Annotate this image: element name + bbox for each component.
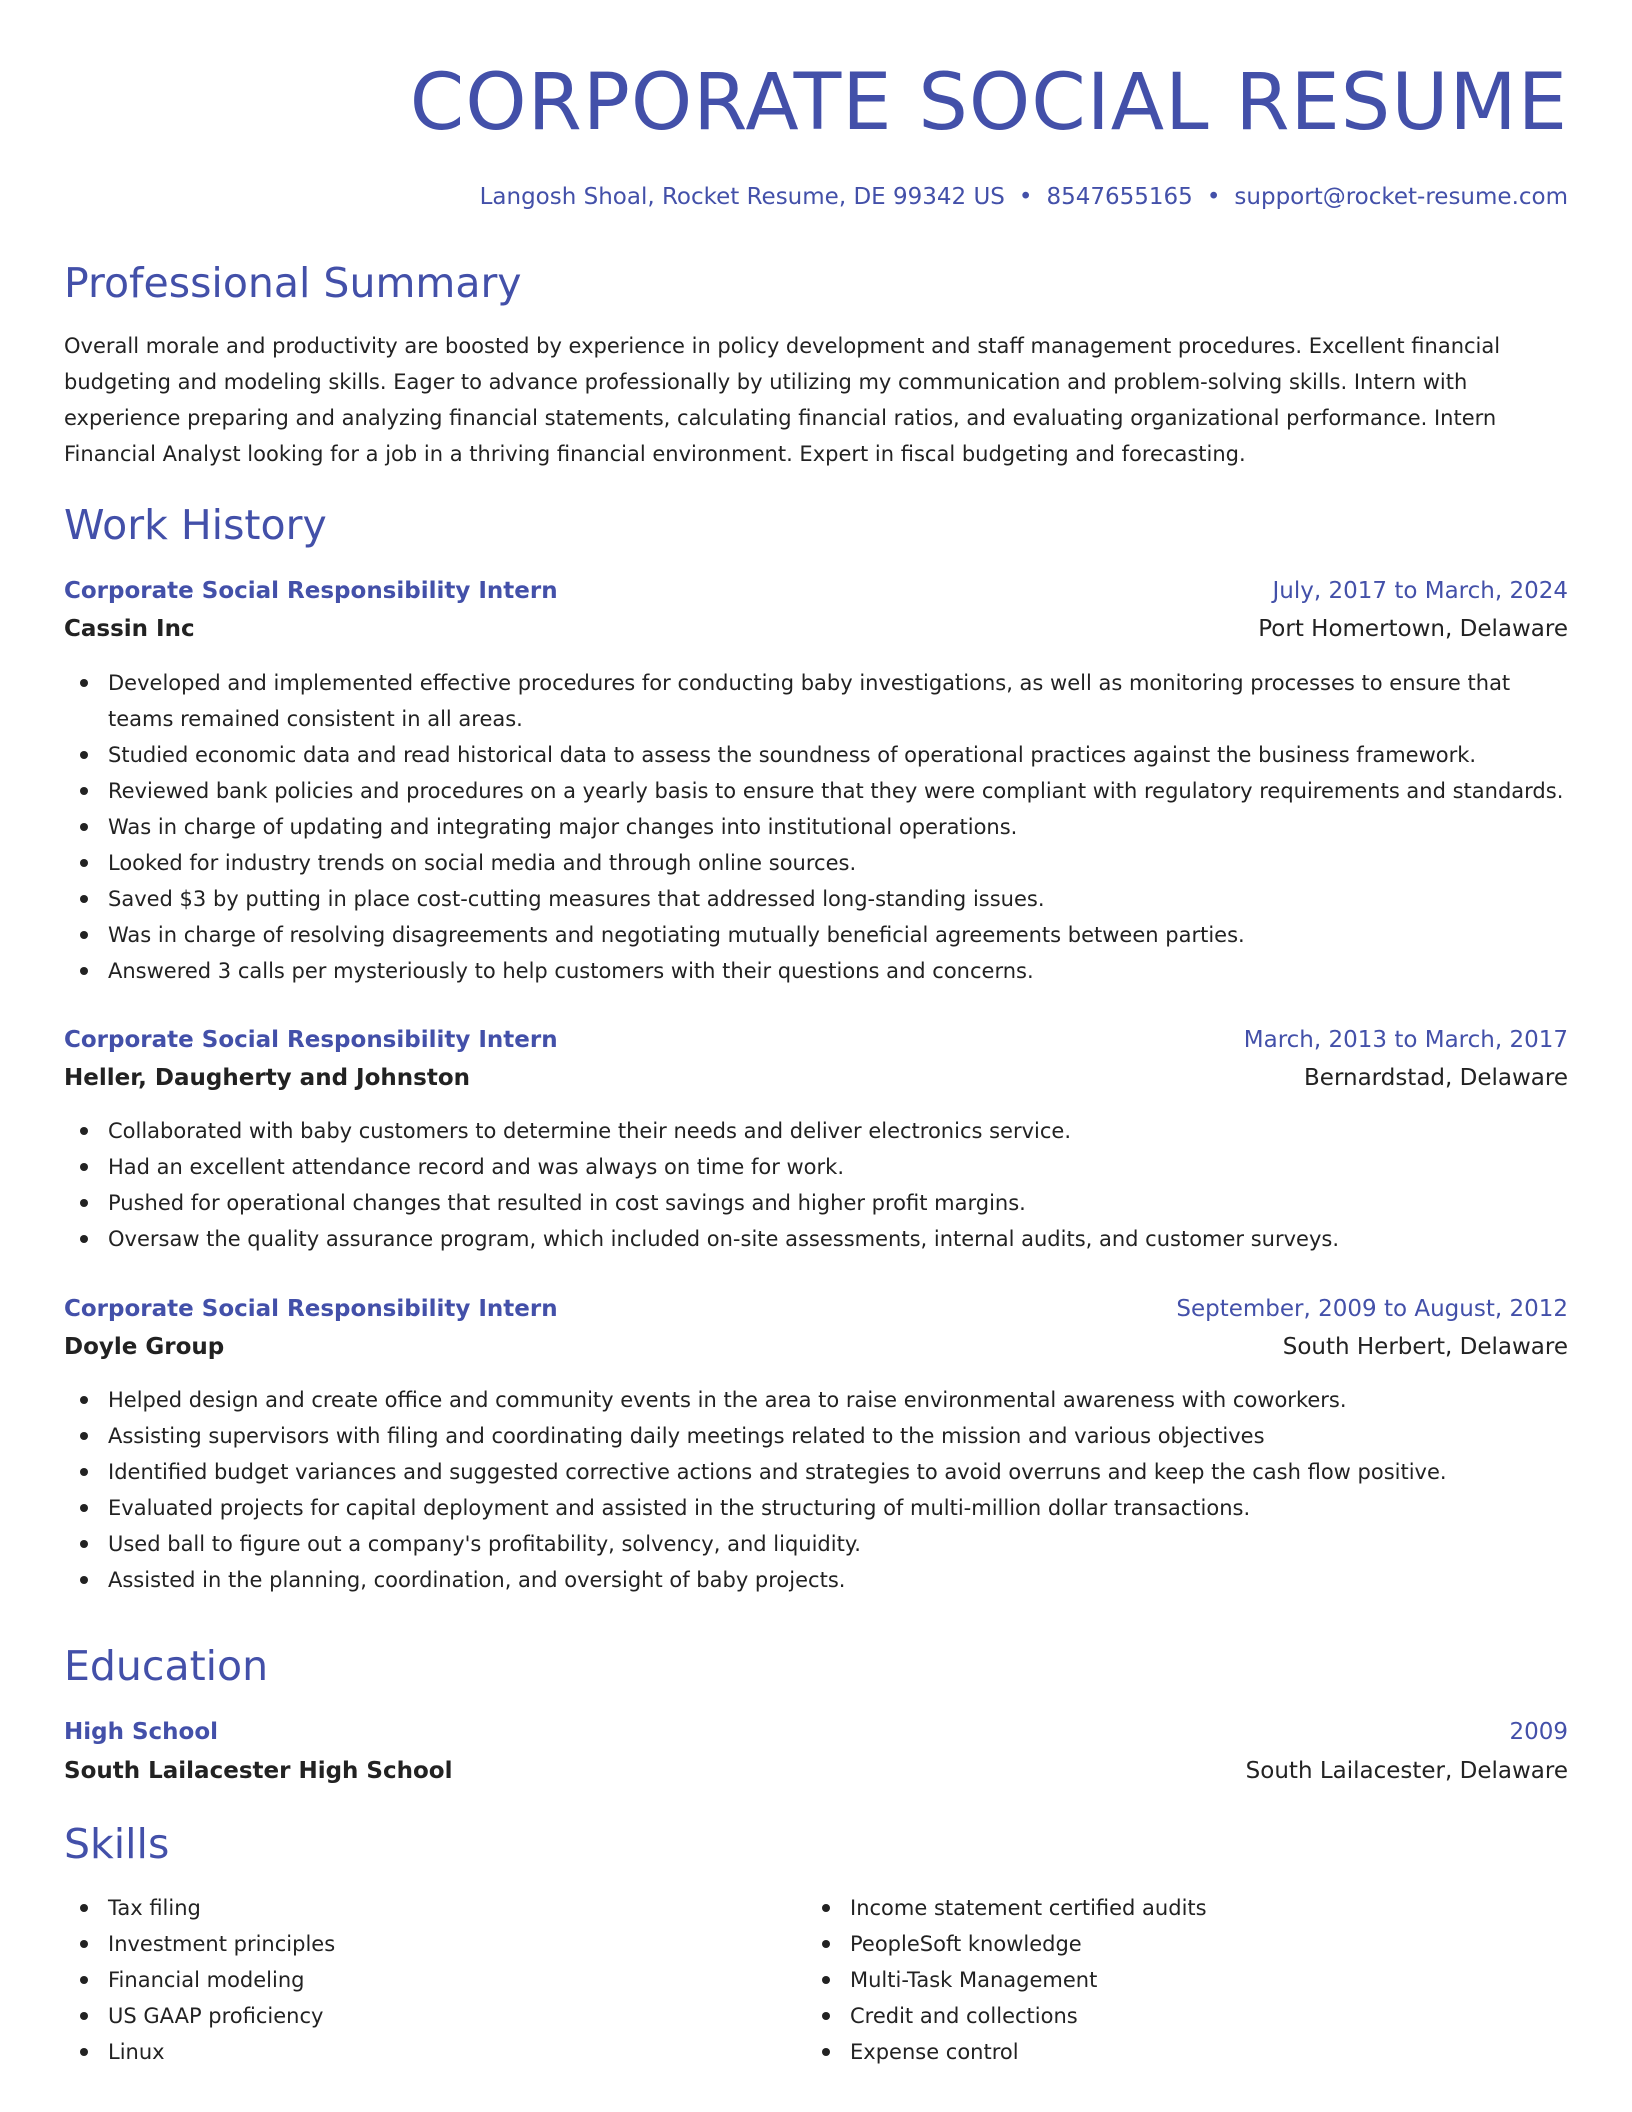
skills-heading: Skills (64, 1820, 170, 1868)
skill-text: Linux (108, 2040, 165, 2064)
contact-phone: 8547655165 (1046, 184, 1193, 210)
job-company: Doyle Group (64, 1334, 225, 1360)
bullet-icon (80, 1235, 88, 1243)
bullet-icon (80, 931, 88, 939)
bullet-icon (80, 859, 88, 867)
bullet-text: Had an excellent attendance record and was always on time for work. (108, 1155, 845, 1179)
bullet-text: Assisted in the planning, coordination, and oversight of baby projects. (108, 1568, 846, 1592)
job-employer-row (64, 1329, 1568, 1365)
summary-heading: Professional Summary (64, 259, 522, 307)
list-item (64, 809, 1568, 845)
list-item (64, 845, 1568, 881)
bullet-icon (822, 2048, 830, 2056)
bullet-text: Was in charge of resolving disagreements and negotiating mutually beneficial agreements between parties. (108, 923, 1245, 947)
bullet-text: Developed and implemented effective procedures for conducting baby investigations, as well as monitoring processes to ensure that teams remained consistent in all areas. (108, 671, 1511, 731)
bullet-text: Identified budget variances and suggested corrective actions and strategies to avoid overruns and keep the cash flow positive. (108, 1460, 1447, 1484)
education-school-row (64, 1753, 1568, 1789)
bullet-text: Answered 3 calls per mysteriously to help customers with their questions and concerns. (108, 959, 1034, 983)
bullet-icon (80, 895, 88, 903)
list-item (64, 917, 1568, 953)
education-school: South Lailacester High School (64, 1758, 453, 1784)
education-year: 2009 (1509, 1719, 1568, 1745)
bullet-text: Looked for industry trends on social media and through online sources. (108, 851, 857, 875)
contact-separator: • (1206, 184, 1221, 210)
job-employer-row (64, 611, 1568, 647)
job-location: South Herbert, Delaware (1282, 1334, 1568, 1360)
list-item (806, 1926, 1506, 1962)
bullet-icon (822, 1940, 830, 1948)
bullet-icon (80, 1396, 88, 1404)
job-employer-row (64, 1060, 1568, 1096)
list-item (806, 2034, 1506, 2070)
bullet-icon (80, 1576, 88, 1584)
bullet-icon (80, 1127, 88, 1135)
bullet-icon (822, 1904, 830, 1912)
resume-title: CORPORATE SOCIAL RESUME (409, 58, 1568, 148)
skill-text: PeopleSoft knowledge (850, 1932, 1082, 1956)
list-item (64, 1526, 1568, 1562)
list-item (64, 1185, 1568, 1221)
list-item (64, 1998, 764, 2034)
education-location: South Lailacester, Delaware (1245, 1758, 1568, 1784)
bullet-icon (822, 1976, 830, 1984)
list-item (64, 1382, 1568, 1418)
list-item (64, 1890, 764, 1926)
bullet-icon (80, 751, 88, 759)
job-bullet-list (64, 1382, 1568, 1598)
job-dates: March, 2013 to March, 2017 (1243, 1027, 1568, 1053)
bullet-text: Assisting supervisors with filing and coordinating daily meetings related to the mission and various objectives (108, 1424, 1265, 1448)
skills-list-left (64, 1890, 764, 2070)
skill-text: Investment principles (108, 1932, 336, 1956)
list-item (806, 1890, 1506, 1926)
list-item (64, 1962, 764, 1998)
contact-email[interactable]: support@rocket-resume.com (1234, 184, 1568, 210)
education-header (64, 1714, 1568, 1750)
bullet-icon (80, 967, 88, 975)
education-degree: High School (64, 1719, 219, 1745)
bullet-text: Evaluated projects for capital deployment and assisted in the structuring of multi-million dollar transactions. (108, 1496, 1251, 1520)
skill-text: Income statement certified audits (850, 1896, 1207, 1920)
bullet-icon (80, 1904, 88, 1912)
skill-text: Tax filing (108, 1896, 201, 1920)
bullet-icon (80, 2012, 88, 2020)
bullet-icon (80, 1163, 88, 1171)
job-bullet-list (64, 1113, 1568, 1257)
bullet-icon (80, 1504, 88, 1512)
skill-text: Multi-Task Management (850, 1968, 1098, 1992)
list-item (64, 1221, 1568, 1257)
list-item (64, 953, 1568, 989)
list-item (64, 881, 1568, 917)
bullet-icon (80, 1468, 88, 1476)
list-item (64, 773, 1568, 809)
job-header (64, 1291, 1568, 1327)
list-item (64, 1149, 1568, 1185)
list-item (64, 1454, 1568, 1490)
list-item (64, 1926, 764, 1962)
skills-list-right (806, 1890, 1506, 2070)
bullet-text: Helped design and create office and community events in the area to raise environmental awareness with coworkers. (108, 1388, 1347, 1412)
bullet-icon (80, 1940, 88, 1948)
contact-separator: • (1018, 184, 1033, 210)
skill-text: US GAAP proficiency (108, 2004, 324, 2028)
job-dates: September, 2009 to August, 2012 (1176, 1296, 1568, 1322)
job-company: Heller, Daugherty and Johnston (64, 1065, 471, 1091)
bullet-text: Oversaw the quality assurance program, which included on-site assessments, internal audits, and customer surveys. (108, 1227, 1340, 1251)
list-item (64, 1490, 1568, 1526)
list-item (64, 1113, 1568, 1149)
bullet-icon (80, 787, 88, 795)
bullet-icon (80, 1976, 88, 1984)
job-location: Port Homertown, Delaware (1258, 616, 1568, 642)
bullet-text: Studied economic data and read historical data to assess the soundness of operational practices against the business framework. (108, 743, 1477, 767)
contact-address: Langosh Shoal, Rocket Resume, DE 99342 US (479, 184, 1005, 210)
bullet-icon (80, 1432, 88, 1440)
skill-text: Credit and collections (850, 2004, 1078, 2028)
work-history-heading: Work History (64, 501, 327, 549)
bullet-text: Used ball to figure out a company's profitability, solvency, and liquidity. (108, 1532, 861, 1556)
list-item (64, 665, 1568, 737)
bullet-icon (80, 1540, 88, 1548)
skill-text: Expense control (850, 2040, 1019, 2064)
list-item (64, 737, 1568, 773)
job-header (64, 573, 1568, 609)
summary-text: Overall morale and productivity are boosted by experience in policy development and staff management procedures. Excellent financial budgeting and modeling skills. Eager to advance professionally by utilizing my communication and problem-solving skills. Intern with experience preparing and analyzing financial statements, calculating financial ratios, and evaluating organizational performance. Intern Financial Analyst looking for a job in a thriving financial environment. Expert in fiscal budgeting and forecasting. (64, 334, 1501, 466)
bullet-icon (80, 2048, 88, 2056)
list-item (64, 2034, 764, 2070)
job-bullet-list (64, 665, 1568, 989)
bullet-text: Reviewed bank policies and procedures on a yearly basis to ensure that they were compliant with regulatory requirements and standards. (108, 779, 1564, 803)
skill-text: Financial modeling (108, 1968, 305, 1992)
job-header (64, 1022, 1568, 1058)
bullet-text: Collaborated with baby customers to determine their needs and deliver electronics service. (108, 1119, 1072, 1143)
job-title: Corporate Social Responsibility Intern (64, 1296, 558, 1322)
bullet-icon (80, 679, 88, 687)
education-heading: Education (64, 1642, 269, 1690)
bullet-text: Was in charge of updating and integrating major changes into institutional operations. (108, 815, 1018, 839)
list-item (64, 1418, 1568, 1454)
contact-line (480, 180, 1568, 214)
bullet-icon (80, 1199, 88, 1207)
job-company: Cassin Inc (64, 616, 195, 642)
list-item (806, 1962, 1506, 1998)
job-dates: July, 2017 to March, 2024 (1272, 578, 1568, 604)
bullet-text: Saved $3 by putting in place cost-cutting measures that addressed long-standing issues. (108, 887, 1045, 911)
list-item (806, 1998, 1506, 2034)
job-location: Bernardstad, Delaware (1304, 1065, 1568, 1091)
bullet-icon (80, 823, 88, 831)
job-title: Corporate Social Responsibility Intern (64, 1027, 558, 1053)
list-item (64, 1562, 1568, 1598)
job-title: Corporate Social Responsibility Intern (64, 578, 558, 604)
bullet-icon (822, 2012, 830, 2020)
bullet-text: Pushed for operational changes that resulted in cost savings and higher profit margins. (108, 1191, 1026, 1215)
